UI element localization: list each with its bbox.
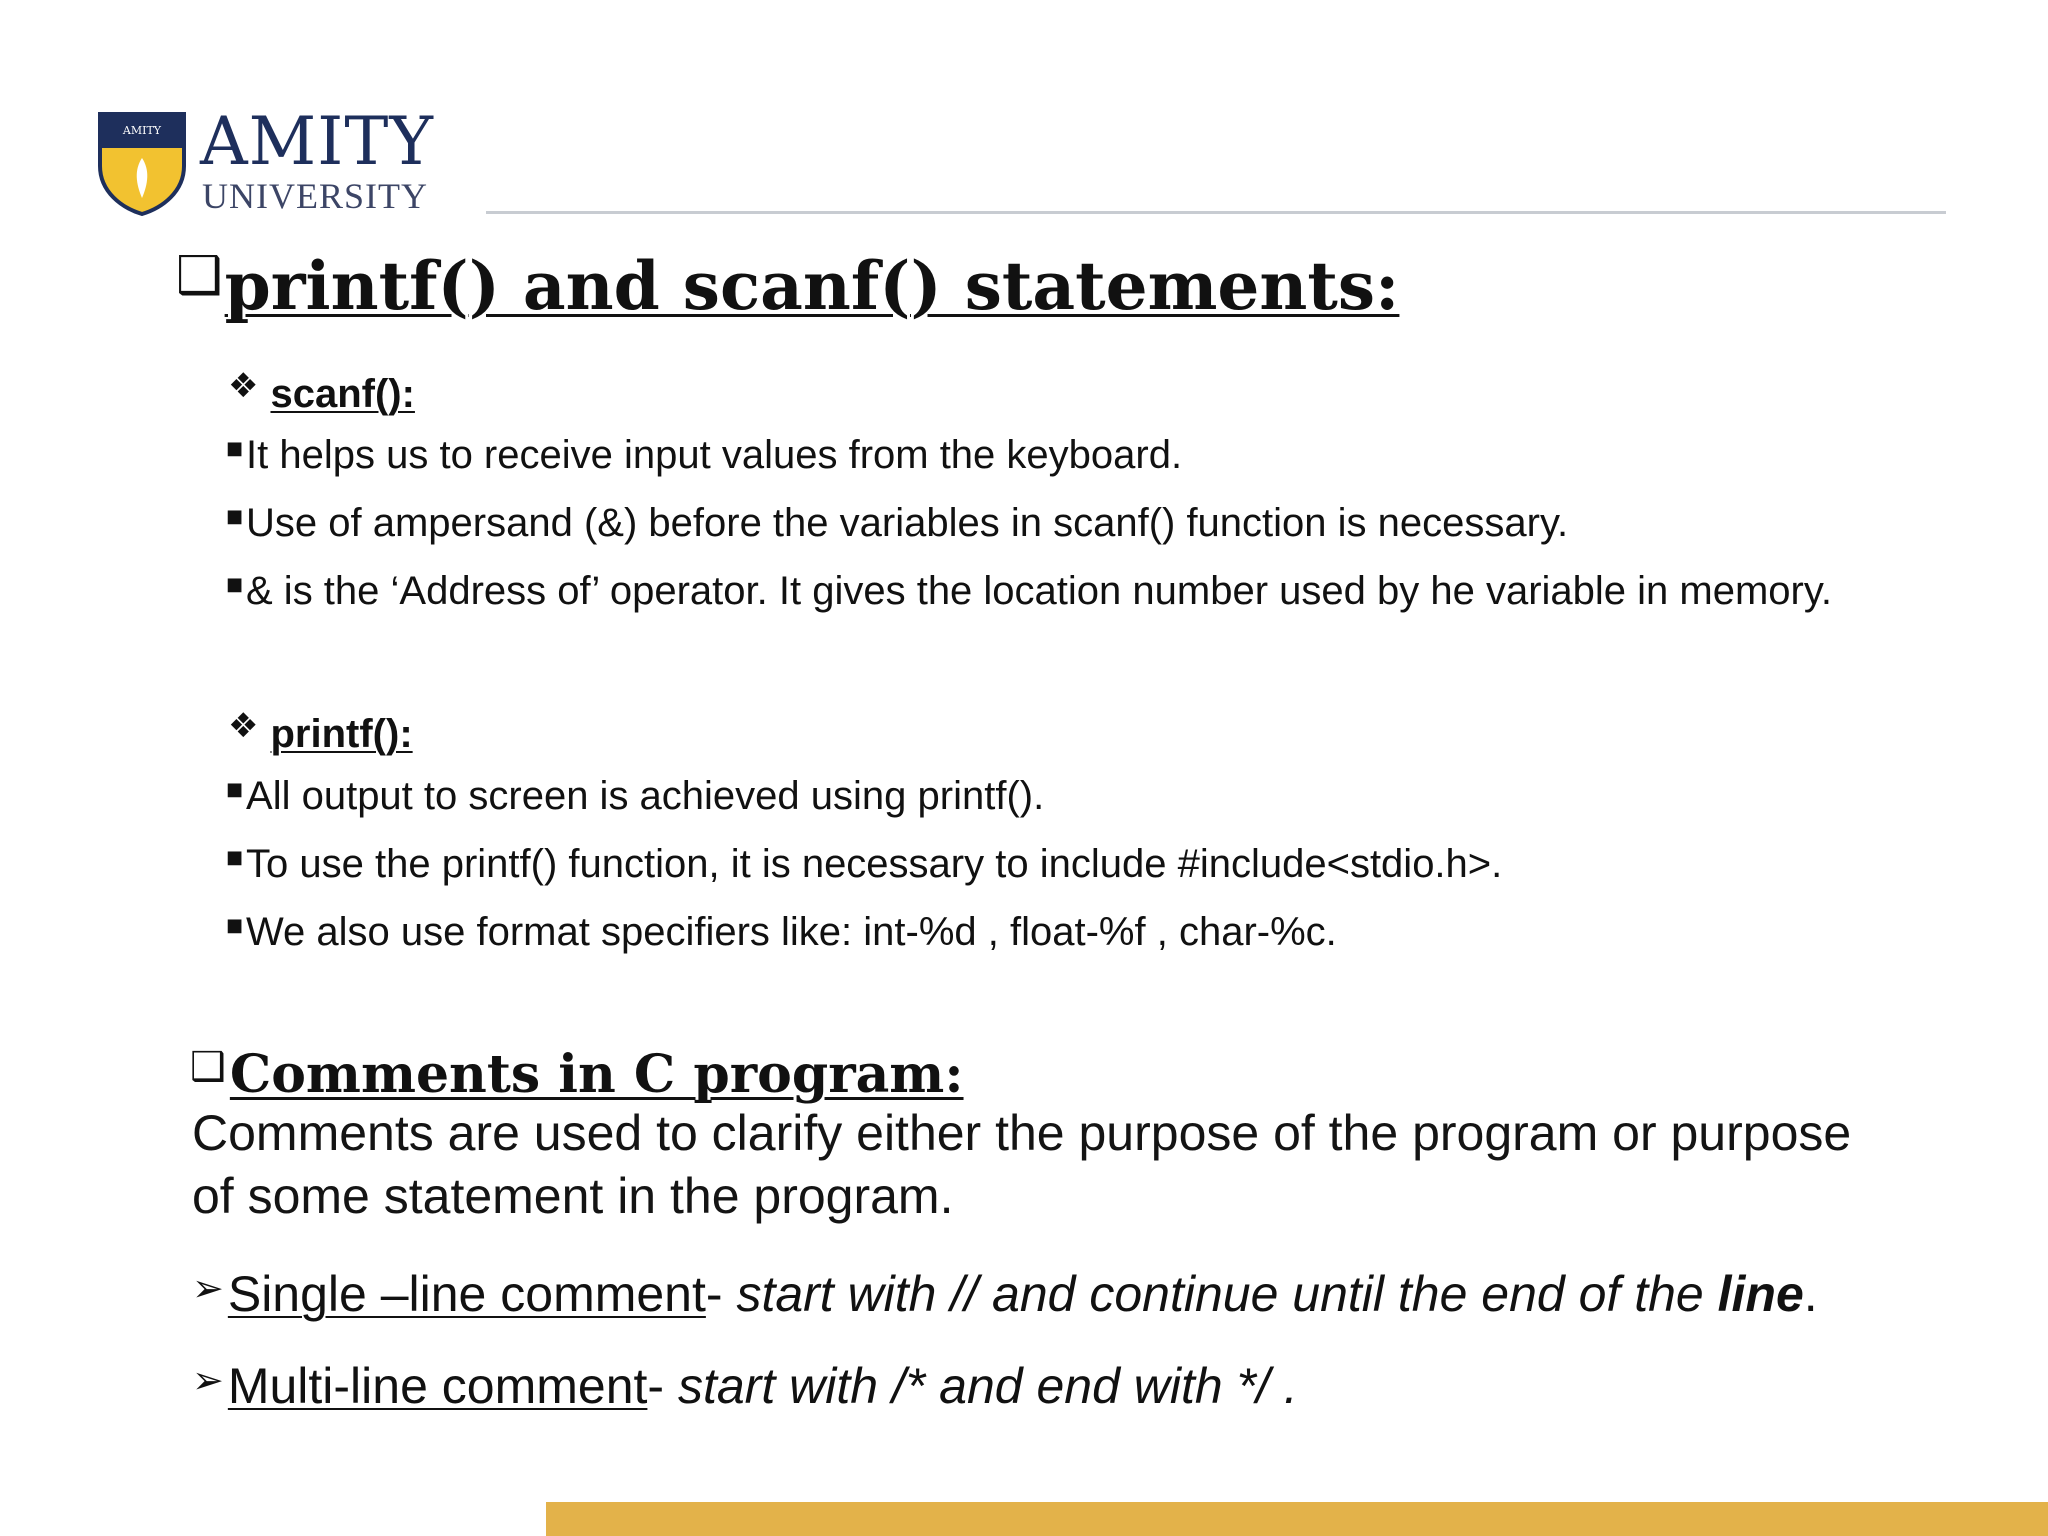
- list-item: ■We also use format specifiers like: int-%d , float-%f , char-%c.: [226, 910, 1337, 954]
- square-bullet-icon: ■: [226, 506, 244, 527]
- shield-label: AMITY: [122, 124, 162, 137]
- header-divider: [486, 211, 1946, 214]
- list-item: ■Use of ampersand (&) before the variables in scanf() function is necessary.: [226, 501, 1569, 545]
- amity-shield-icon: [96, 108, 188, 216]
- list-item: ■It helps us to receive input values from the keyboard.: [226, 433, 1183, 477]
- comments-heading: ❑Comments in C program:: [190, 1035, 964, 1107]
- logo-subtitle: UNIVERSITY: [202, 176, 428, 216]
- list-item: ■To use the printf() function, it is necessary to include #include<stdio.h>.: [226, 842, 1503, 886]
- list-item: ■& is the ‘Address of’ operator. It gives the location number used by he variable in memory.: [226, 569, 1832, 613]
- amity-logo: [96, 102, 446, 222]
- multi-line-label: Multi-line comment: [227, 1358, 648, 1414]
- printf-scanf-heading: ❑printf() and scanf() statements:: [176, 236, 1399, 326]
- scanf-subheading: ❖ scanf():: [228, 366, 415, 416]
- logo-title: AMITY: [200, 103, 434, 180]
- single-line-comment-item: ➢Single –line comment- start with // and continue until the end of the line.: [192, 1266, 1818, 1322]
- checkbox-bullet-icon: ❑: [176, 246, 223, 306]
- footer-accent-bar: [546, 1502, 2048, 1536]
- square-bullet-icon: ■: [226, 779, 244, 800]
- diamond-bullet-icon: ❖: [228, 366, 259, 406]
- diamond-bullet-icon: ❖: [228, 706, 259, 746]
- single-line-label: Single –line comment: [227, 1266, 706, 1322]
- arrow-bullet-icon: ➢: [192, 1266, 224, 1310]
- comments-description: Comments are used to clarify either the purpose of the program or purpose of some statement in the program.: [192, 1105, 1852, 1224]
- arrow-bullet-icon: ➢: [192, 1358, 224, 1402]
- printf-subheading: ❖ printf():: [228, 706, 413, 756]
- multi-line-comment-item: ➢Multi-line comment- start with /* and end with */ .: [192, 1358, 1298, 1414]
- square-bullet-icon: ■: [226, 847, 244, 868]
- printf-bullet-list: [226, 759, 1502, 963]
- scanf-bullet-list: [226, 418, 1906, 622]
- list-item: ■All output to screen is achieved using printf().: [226, 774, 1045, 818]
- square-bullet-icon: ■: [226, 438, 244, 459]
- square-bullet-icon: ■: [226, 574, 244, 595]
- checkbox-bullet-icon: ❑: [190, 1044, 226, 1090]
- square-bullet-icon: ■: [226, 915, 244, 936]
